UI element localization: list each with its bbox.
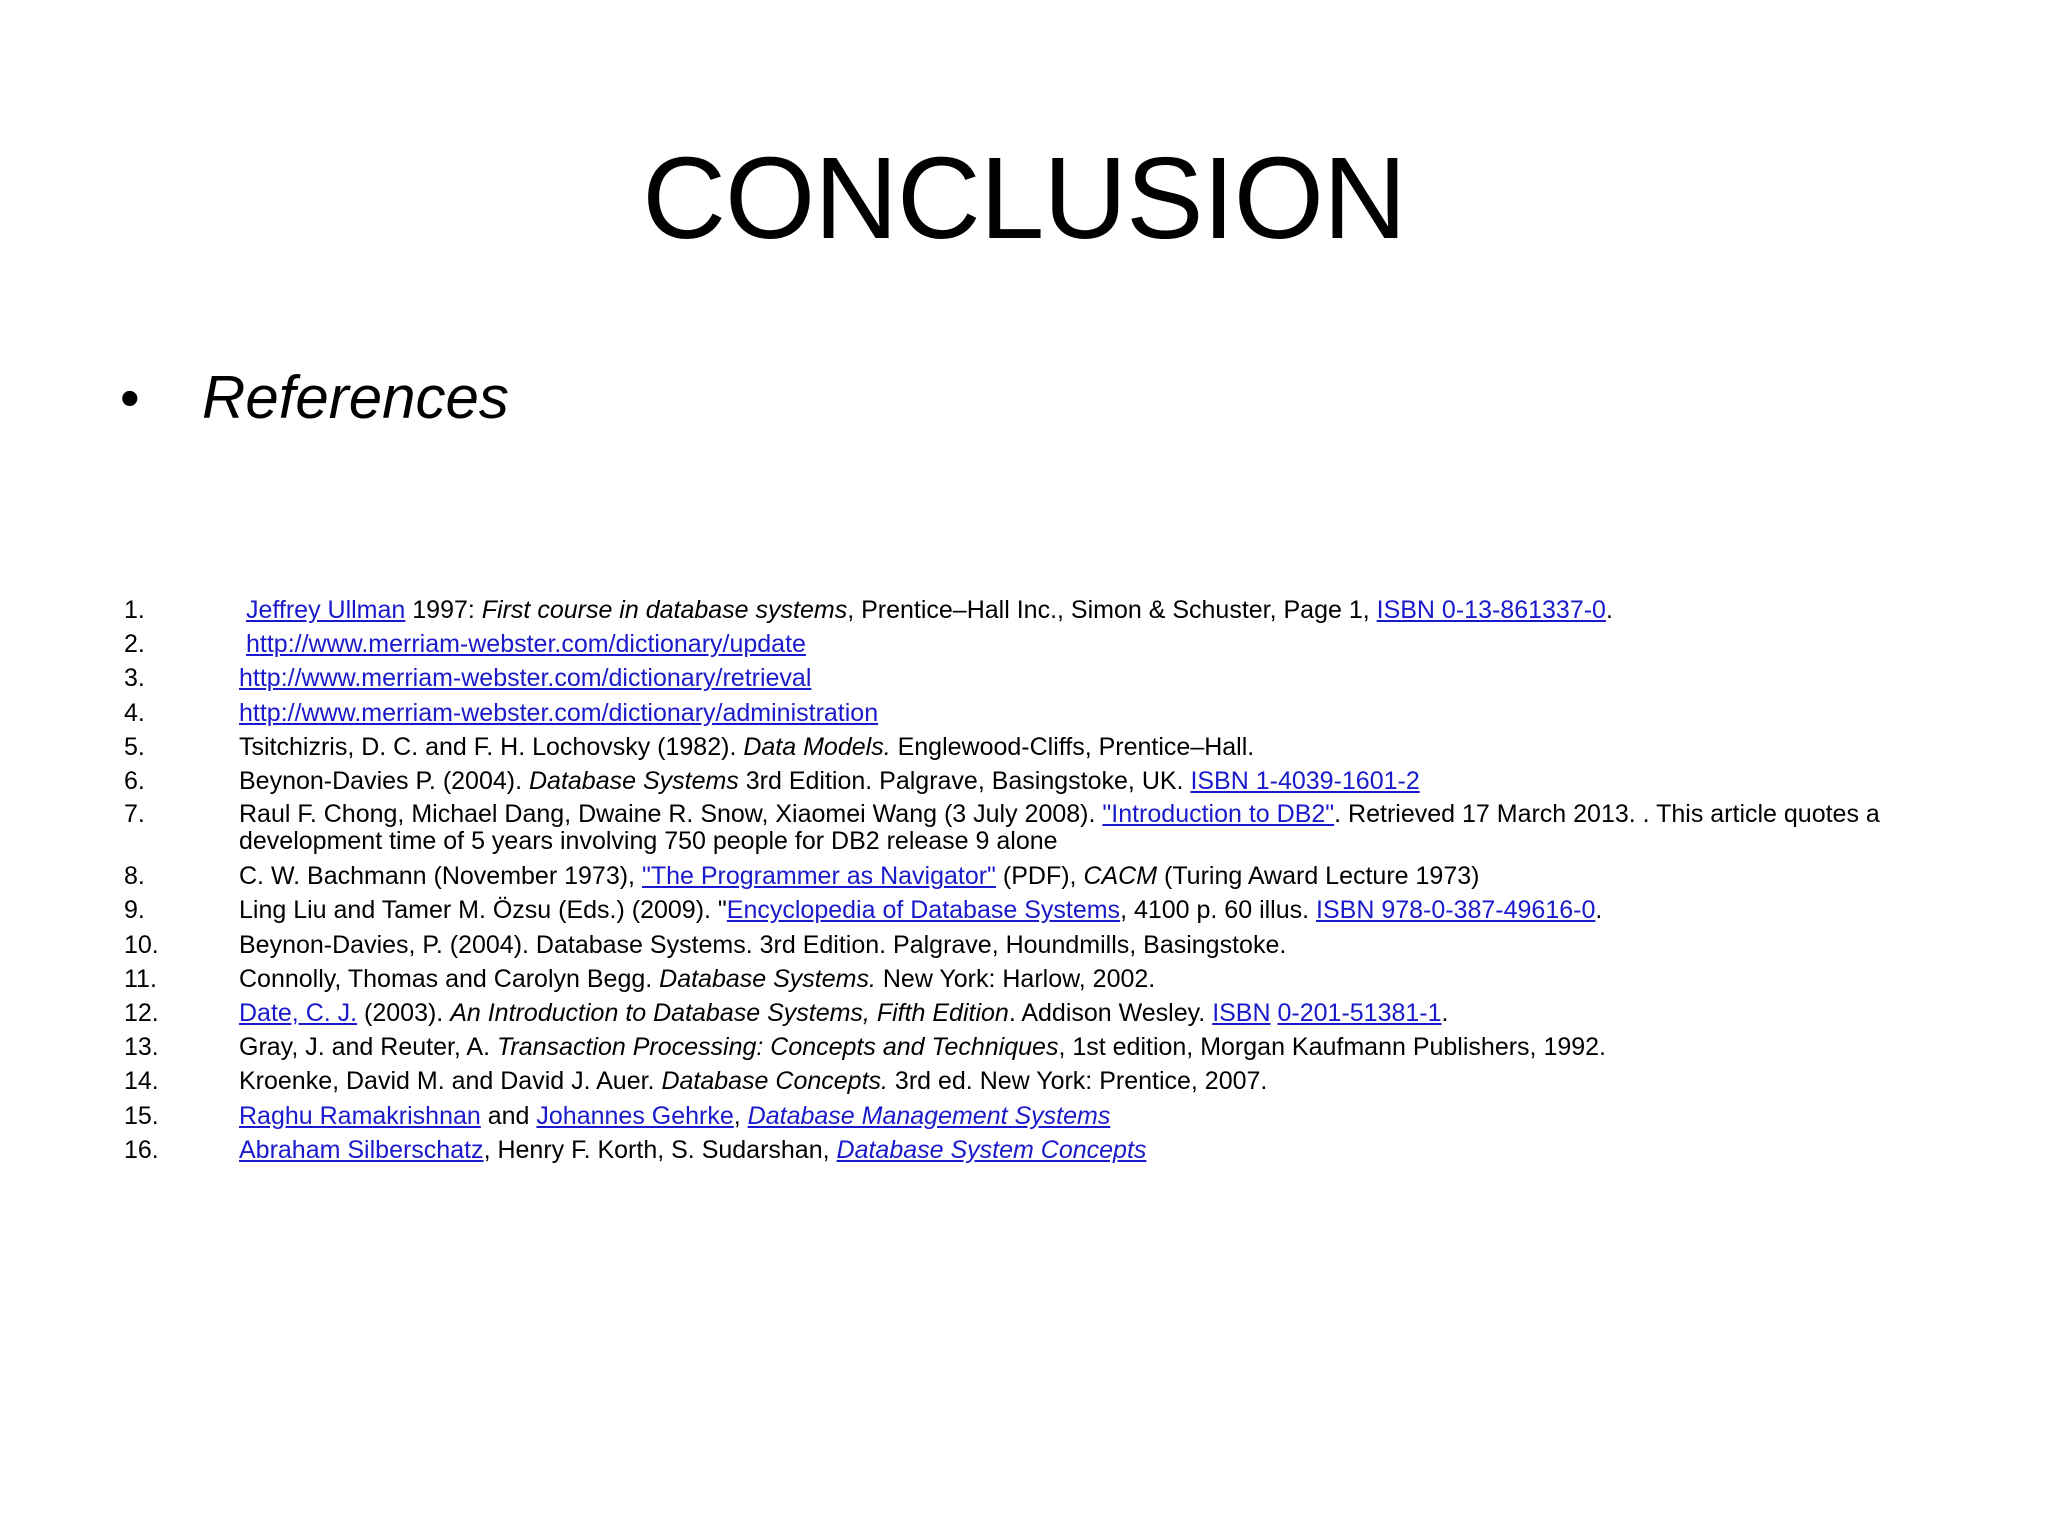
references-list	[124, 593, 1944, 1167]
reference-number: 14.	[124, 1067, 159, 1096]
reference-link[interactable]: "The Programmer as Navigator"	[641, 862, 996, 891]
reference-link[interactable]: Abraham Silberschatz	[239, 1135, 484, 1164]
reference-segment: Gray, J. and Reuter, A.	[239, 1033, 497, 1062]
reference-text	[239, 862, 1479, 890]
reference-item	[124, 928, 1944, 962]
reference-segment: Raul F. Chong, Michael Dang, Dwaine R. Snow, Xiaomei Wang (3 July 2008).	[239, 800, 1103, 829]
reference-segment: Kroenke, David M. and David J. Auer.	[239, 1067, 662, 1096]
reference-link[interactable]: Database Management Systems	[747, 1101, 1111, 1130]
reference-segment: , Prentice–Hall Inc., Simon & Schuster, Page 1,	[847, 596, 1377, 624]
reference-number: 13.	[124, 1033, 159, 1062]
reference-item	[124, 798, 1944, 859]
reference-text	[246, 630, 806, 658]
reference-text	[239, 896, 1602, 924]
reference-segment: , Henry F. Korth, S. Sudarshan,	[483, 1135, 837, 1164]
reference-segment: Beynon-Davies, P. (2004). Database Systems. 3rd Edition. Palgrave, Houndmills, Basingstoke.	[239, 930, 1287, 959]
reference-title: An Introduction to Database Systems, Fifth Edition	[450, 999, 1009, 1028]
reference-link[interactable]: Database System Concepts	[836, 1135, 1147, 1164]
reference-item	[124, 764, 1944, 798]
reference-link[interactable]: Encyclopedia of Database Systems	[726, 896, 1121, 925]
slide-title: CONCLUSION	[642, 133, 1406, 263]
reference-item	[124, 1099, 1944, 1133]
reference-link[interactable]: http://www.merriam-webster.com/dictionary/administration	[239, 698, 879, 727]
reference-item	[124, 859, 1944, 893]
reference-text	[239, 965, 1155, 993]
reference-segment: Englewood-Cliffs, Prentice–Hall.	[890, 732, 1255, 761]
reference-item	[124, 1030, 1944, 1064]
reference-text	[239, 733, 1254, 761]
reference-number: 4.	[124, 698, 145, 727]
reference-segment: (Turing Award Lecture 1973)	[1157, 862, 1480, 891]
reference-item	[124, 696, 1944, 730]
reference-item	[124, 627, 1944, 661]
reference-number: 15.	[124, 1101, 159, 1130]
reference-segment: Ling Liu and Tamer M. Özsu (Eds.) (2009). "	[239, 896, 727, 925]
reference-link[interactable]: 0-201-51381-1	[1277, 999, 1442, 1028]
reference-link[interactable]: ISBN 0-13-861337-0	[1376, 596, 1606, 624]
references-heading: References	[202, 364, 509, 431]
reference-segment: , 4100 p. 60 illus.	[1120, 896, 1317, 925]
reference-segment: , 1st edition, Morgan Kaufmann Publishers, 1992.	[1058, 1033, 1606, 1062]
reference-segment: Tsitchizris, D. C. and F. H. Lochovsky (1982).	[239, 732, 744, 761]
reference-link[interactable]: Jeffrey Ullman	[246, 596, 406, 624]
reference-segment: and	[480, 1101, 537, 1130]
reference-link[interactable]: http://www.merriam-webster.com/dictionary/retrieval	[239, 664, 812, 693]
reference-segment	[1271, 999, 1278, 1027]
reference-link[interactable]: ISBN	[1212, 999, 1271, 1028]
reference-link[interactable]: "Introduction to DB2"	[1102, 800, 1335, 829]
reference-text	[239, 931, 1286, 959]
reference-number: 16.	[124, 1135, 159, 1164]
reference-title: Database Concepts.	[661, 1067, 888, 1096]
reference-text	[246, 596, 1613, 624]
reference-segment: ,	[733, 1101, 748, 1130]
reference-number: 5.	[124, 732, 145, 761]
reference-item	[124, 893, 1944, 927]
reference-item	[124, 661, 1944, 695]
reference-segment: Beynon-Davies P. (2004).	[239, 767, 529, 796]
reference-link[interactable]: Johannes Gehrke	[536, 1101, 734, 1130]
reference-text	[239, 800, 1880, 855]
reference-segment: C. W. Bachmann (November 1973),	[239, 862, 642, 891]
reference-number: 12.	[124, 999, 159, 1028]
reference-segment: .	[1605, 596, 1613, 624]
reference-text	[239, 1136, 1146, 1164]
bullet-icon: •	[120, 366, 140, 429]
reference-number: 7.	[124, 800, 145, 829]
reference-link[interactable]: Date, C. J.	[239, 999, 358, 1028]
reference-link[interactable]: Raghu Ramakrishnan	[239, 1101, 481, 1130]
reference-link[interactable]: ISBN 1-4039-1601-2	[1190, 767, 1420, 796]
reference-segment: (2003).	[357, 999, 451, 1028]
reference-segment: 3rd Edition. Palgrave, Basingstoke, UK.	[738, 767, 1191, 796]
reference-number: 2.	[124, 630, 145, 659]
reference-item	[124, 1064, 1944, 1098]
reference-item	[124, 730, 1944, 764]
reference-segment: New York: Harlow, 2002.	[875, 964, 1156, 993]
reference-title: Data Models.	[743, 732, 891, 761]
reference-link[interactable]: http://www.merriam-webster.com/dictionary/update	[246, 630, 806, 659]
reference-title: First course in database systems	[481, 596, 848, 624]
reference-item	[124, 593, 1944, 627]
reference-title: CACM	[1083, 862, 1158, 891]
reference-segment: Connolly, Thomas and Carolyn Begg.	[239, 964, 660, 993]
reference-segment: .	[1595, 896, 1603, 925]
reference-text	[239, 1102, 1110, 1130]
reference-number: 11.	[124, 964, 157, 993]
reference-item	[124, 1133, 1944, 1167]
reference-text	[239, 699, 878, 727]
reference-text	[239, 999, 1448, 1027]
reference-segment: 3rd ed. New York: Prentice, 2007.	[887, 1067, 1268, 1096]
reference-number: 10.	[124, 930, 159, 959]
reference-segment: . Addison Wesley.	[1008, 999, 1213, 1028]
reference-number: 6.	[124, 767, 145, 796]
reference-segment: (PDF),	[995, 862, 1084, 891]
reference-item	[124, 996, 1944, 1030]
reference-number: 8.	[124, 862, 145, 891]
reference-text	[239, 664, 811, 692]
reference-link[interactable]: ISBN 978-0-387-49616-0	[1316, 896, 1596, 925]
reference-number: 1.	[124, 596, 145, 624]
reference-title: Transaction Processing: Concepts and Techniques	[497, 1033, 1059, 1062]
reference-segment: .	[1441, 999, 1449, 1028]
reference-item	[124, 962, 1944, 996]
reference-text	[239, 1067, 1267, 1095]
reference-title: Database Systems.	[659, 964, 876, 993]
reference-text	[239, 767, 1420, 795]
reference-number: 9.	[124, 896, 145, 925]
reference-text	[239, 1033, 1606, 1061]
reference-title: Database Systems	[528, 767, 739, 796]
reference-segment: . Retrieved 17 March 2013. . This article quotes a development time of 5 years involving 750 people for DB2 release 9 alone	[239, 800, 1880, 856]
reference-number: 3.	[124, 664, 145, 693]
reference-segment: 1997:	[405, 596, 482, 624]
